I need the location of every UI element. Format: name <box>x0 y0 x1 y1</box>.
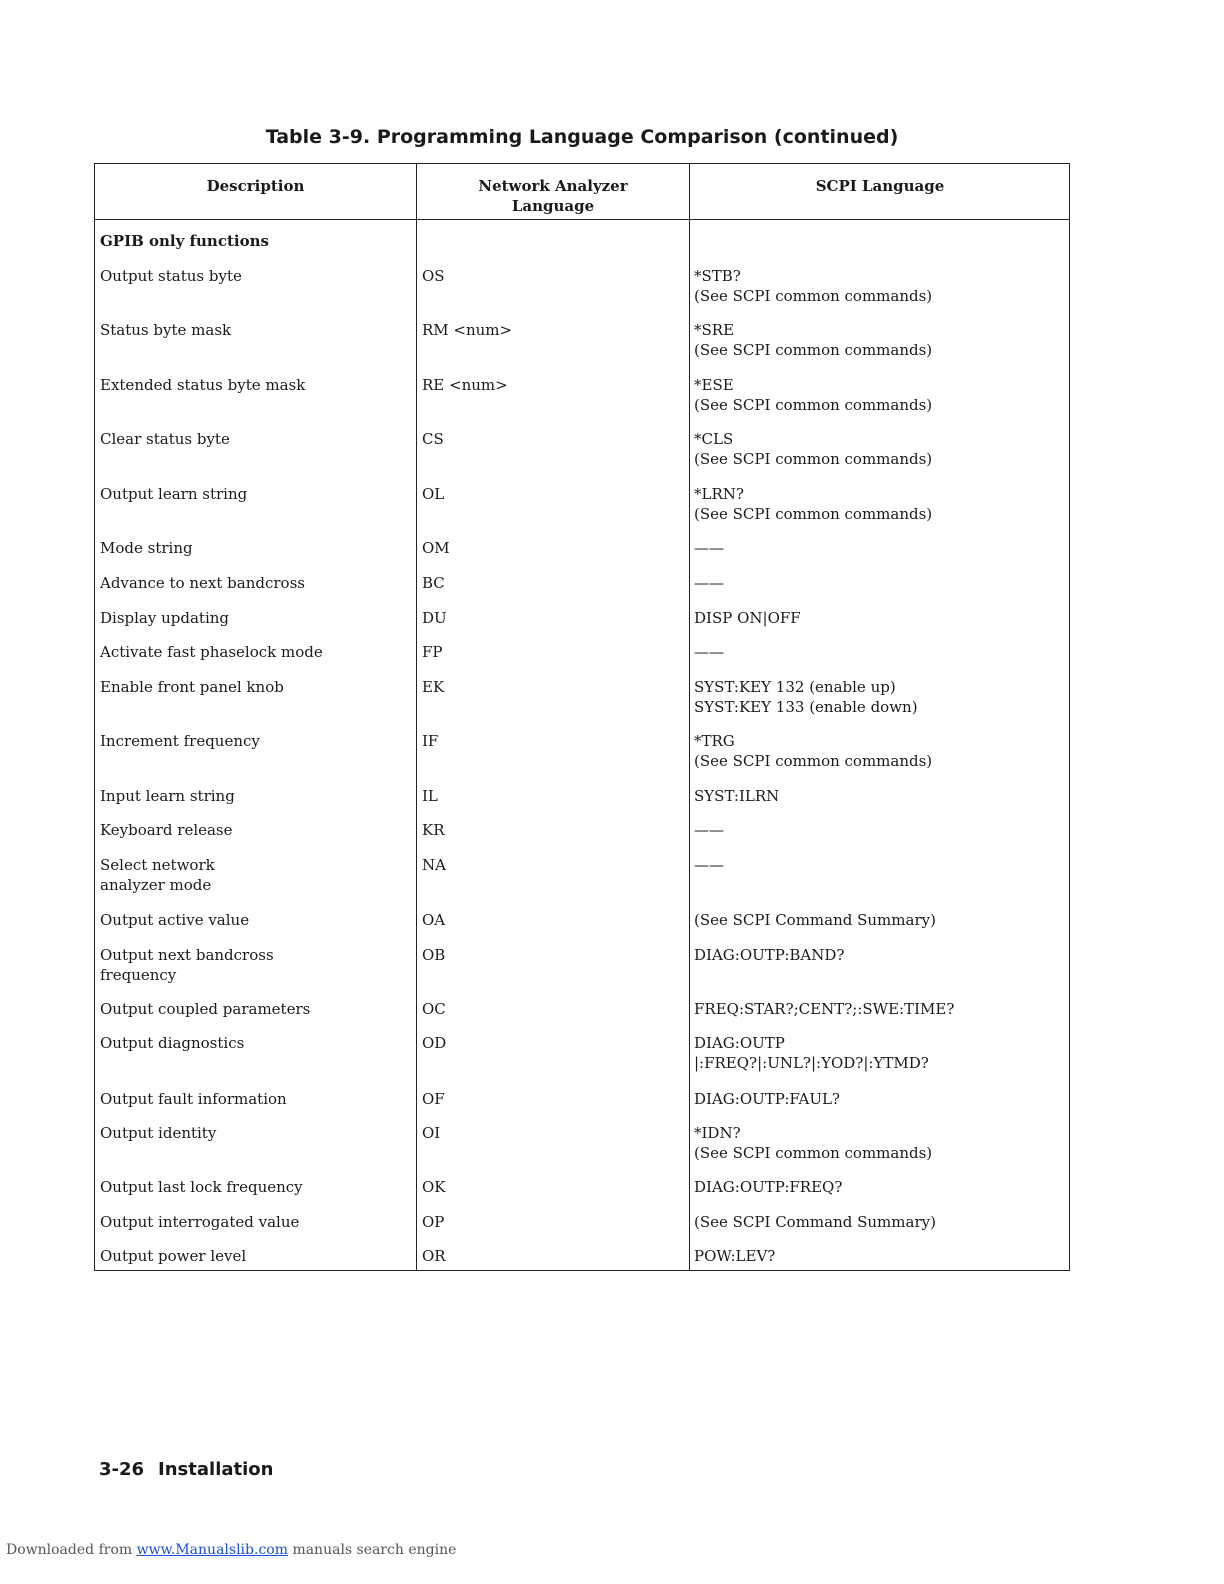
cell-scpi: *STB? (See SCPI common commands) <box>694 267 933 305</box>
cell-description: Output coupled parameters <box>100 1000 311 1018</box>
cell-network-analyzer: FP <box>422 643 443 661</box>
cell-description: Increment frequency <box>100 732 260 750</box>
cell-network-analyzer: CS <box>422 430 444 448</box>
cell-description: Input learn string <box>100 787 235 805</box>
cell-description: Output power level <box>100 1247 247 1265</box>
cell-network-analyzer: OI <box>422 1124 441 1142</box>
cell-network-analyzer: IF <box>422 732 439 750</box>
cell-network-analyzer: OS <box>422 267 445 285</box>
cell-description: Output last lock frequency <box>100 1178 303 1196</box>
cell-scpi: *IDN? (See SCPI common commands) <box>694 1124 933 1162</box>
cell-description: Output fault information <box>100 1090 287 1108</box>
cell-description: Output interrogated value <box>100 1213 300 1231</box>
cell-scpi: *SRE (See SCPI common commands) <box>694 321 933 359</box>
page-number: 3-26 <box>99 1459 145 1480</box>
cell-network-analyzer: BC <box>422 574 445 592</box>
cell-description: Clear status byte <box>100 430 230 448</box>
cell-description: Output diagnostics <box>100 1034 245 1052</box>
download-notice <box>6 1542 456 1558</box>
cell-network-analyzer: KR <box>422 821 445 839</box>
cell-description: Mode string <box>100 539 193 557</box>
cell-scpi: *CLS (See SCPI common commands) <box>694 430 933 468</box>
cell-description: Output next bandcross frequency <box>100 946 274 984</box>
cell-network-analyzer: EK <box>422 678 445 696</box>
cell-scpi: —— <box>694 574 724 592</box>
comparison-table <box>94 163 1070 1271</box>
cell-scpi: DIAG:OUTP:FREQ? <box>694 1178 843 1196</box>
cell-scpi: (See SCPI Command Summary) <box>694 911 936 929</box>
header-network-analyzer: Network Analyzer Language <box>478 177 628 215</box>
cell-scpi: —— <box>694 856 724 874</box>
column-divider <box>416 164 417 1270</box>
cell-network-analyzer: RE <num> <box>422 376 508 394</box>
cell-description: Output status byte <box>100 267 242 285</box>
cell-network-analyzer: OC <box>422 1000 446 1018</box>
cell-network-analyzer: OL <box>422 485 445 503</box>
cell-network-analyzer: IL <box>422 787 438 805</box>
cell-description: Output identity <box>100 1124 217 1142</box>
cell-scpi: *TRG (See SCPI common commands) <box>694 732 933 770</box>
cell-network-analyzer: DU <box>422 609 447 627</box>
cell-description: Output learn string <box>100 485 248 503</box>
cell-description: Output active value <box>100 911 250 929</box>
cell-scpi: (See SCPI Command Summary) <box>694 1213 936 1231</box>
cell-scpi: POW:LEV? <box>694 1247 776 1265</box>
cell-description: Enable front panel knob <box>100 678 284 696</box>
cell-scpi: —— <box>694 821 724 839</box>
download-suffix: manuals search engine <box>292 1542 457 1558</box>
cell-network-analyzer: OR <box>422 1247 446 1265</box>
cell-scpi: DIAG:OUTP |:FREQ?|:UNL?|:YOD?|:YTMD? <box>694 1034 929 1072</box>
cell-network-analyzer: OA <box>422 911 446 929</box>
cell-scpi: —— <box>694 539 724 557</box>
header-description: Description <box>206 177 305 195</box>
table-title: Table 3-9. Programming Language Comparison (continued) <box>265 126 899 148</box>
cell-scpi: DIAG:OUTP:BAND? <box>694 946 845 964</box>
cell-network-analyzer: OB <box>422 946 446 964</box>
cell-scpi: *LRN? (See SCPI common commands) <box>694 485 933 523</box>
cell-scpi: DISP ON|OFF <box>694 609 801 627</box>
cell-network-analyzer: OK <box>422 1178 446 1196</box>
cell-scpi: FREQ:STAR?;CENT?;:SWE:TIME? <box>694 1000 955 1018</box>
cell-network-analyzer: OF <box>422 1090 445 1108</box>
cell-description: Advance to next bandcross <box>100 574 305 592</box>
cell-network-analyzer: OM <box>422 539 450 557</box>
cell-scpi: —— <box>694 643 724 661</box>
manualslib-link[interactable]: www.Manualslib.com <box>136 1542 288 1558</box>
cell-network-analyzer: OP <box>422 1213 445 1231</box>
cell-description: Display updating <box>100 609 230 627</box>
cell-network-analyzer: NA <box>422 856 446 874</box>
page-footer <box>99 1459 273 1480</box>
cell-network-analyzer: OD <box>422 1034 447 1052</box>
cell-scpi: *ESE (See SCPI common commands) <box>694 376 933 414</box>
cell-description: Extended status byte mask <box>100 376 306 394</box>
footer-section: Installation <box>158 1459 274 1480</box>
cell-network-analyzer: RM <num> <box>422 321 513 339</box>
cell-description: Select network analyzer mode <box>100 856 215 894</box>
cell-scpi: DIAG:OUTP:FAUL? <box>694 1090 840 1108</box>
download-prefix: Downloaded from <box>6 1542 133 1558</box>
column-divider <box>689 164 690 1270</box>
header-scpi: SCPI Language <box>815 177 945 195</box>
cell-description: Activate fast phaselock mode <box>100 643 323 661</box>
section-title: GPIB only functions <box>100 232 269 250</box>
cell-scpi: SYST:ILRN <box>694 787 780 805</box>
cell-scpi: SYST:KEY 132 (enable up) SYST:KEY 133 (enable down) <box>694 678 918 716</box>
cell-description: Status byte mask <box>100 321 232 339</box>
cell-description: Keyboard release <box>100 821 233 839</box>
header-divider <box>95 219 1069 220</box>
